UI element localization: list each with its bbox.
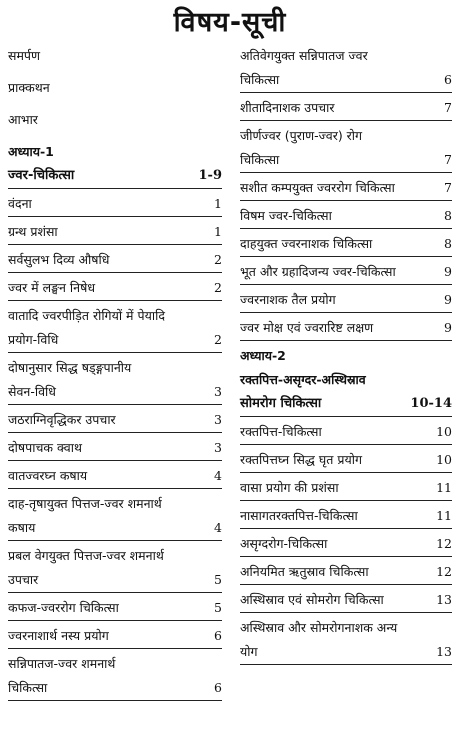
- toc-entry-page: 3: [214, 384, 222, 399]
- toc-entry-page: 11: [436, 508, 452, 523]
- toc-entry-label: वासा प्रयोग की प्रशंसा: [240, 480, 339, 495]
- toc-entry-label: अध्याय-2: [240, 348, 286, 363]
- toc-entry: [8, 468, 222, 489]
- toc-entry-label: अस्थिस्राव और सोमरोगनाशक अन्य: [240, 620, 398, 635]
- toc-entry-label: असृग्दरोग-चिकित्सा: [240, 536, 328, 551]
- toc-entry: [240, 372, 452, 392]
- toc-entry-page: 1-9: [198, 168, 222, 183]
- toc-entry-label: अध्याय-1: [8, 144, 54, 159]
- toc-entry-page: 6: [444, 72, 452, 87]
- toc-entry-label: सर्वसुलभ दिव्य औषधि: [8, 252, 110, 267]
- toc-entry-page: 11: [436, 480, 452, 495]
- toc-entry-page: 1: [214, 196, 222, 211]
- toc-entry: [240, 264, 452, 285]
- toc-entry-page: 7: [444, 100, 452, 115]
- toc-entry-page: 10-14: [410, 396, 452, 411]
- toc-entry-page: 12: [436, 564, 452, 579]
- toc-entry: [8, 252, 222, 273]
- toc-entry-label: दोषपाचक क्वाथ: [8, 440, 82, 455]
- toc-entry-label: ज्वर मोक्ष एवं ज्वरारिष्ट लक्षण: [240, 320, 374, 335]
- toc-entry: [240, 72, 452, 93]
- toc-entry: [240, 452, 452, 473]
- toc-entry-label: योग: [240, 644, 258, 659]
- toc-entry-page: 12: [436, 536, 452, 551]
- toc-entry: [8, 384, 222, 405]
- toc-entry-label: कषाय: [8, 520, 36, 535]
- toc-entry-label: समर्पण: [8, 48, 41, 63]
- toc-entry: [240, 536, 452, 557]
- toc-entry-label: शीतादिनाशक उपचार: [240, 100, 335, 115]
- toc-entry-page: 6: [214, 628, 222, 643]
- toc-entry-page: 5: [214, 600, 222, 615]
- toc-entry-page: 6: [214, 680, 222, 695]
- toc-entry-label: रक्तपित्त-असृग्दर-अस्थिस्राव: [240, 372, 366, 387]
- toc-entry: [8, 440, 222, 461]
- toc-entry-label: दाहयुक्त ज्वरनाशक चिकित्सा: [240, 236, 373, 251]
- toc-entry-page: 3: [214, 440, 222, 455]
- toc-entry-label: चिकित्सा: [240, 72, 280, 87]
- toc-entry-label: चिकित्सा: [240, 152, 280, 167]
- toc-entry: [8, 600, 222, 621]
- toc-entry: [8, 496, 222, 516]
- toc-entry-page: 2: [214, 332, 222, 347]
- toc-entry: [8, 628, 222, 649]
- toc-entry-label: दाह-तृषायुक्त पित्तज-ज्वर शमनार्थ: [8, 496, 162, 511]
- toc-entry: [240, 508, 452, 529]
- toc-entry-page: 9: [444, 292, 452, 307]
- toc-entry-label: दोषानुसार सिद्ध षड्ङ्गपानीय: [8, 360, 132, 375]
- toc-entry-label: वंदना: [8, 196, 32, 211]
- toc-entry: [8, 80, 222, 100]
- toc-entry-label: सशीत कम्पयुक्त ज्वररोग चिकित्सा: [240, 180, 395, 195]
- toc-entry-label: सन्निपातज-ज्वर शमनार्थ: [8, 656, 116, 671]
- toc-entry-page: 8: [444, 236, 452, 251]
- toc-entry-page: 4: [214, 520, 222, 535]
- toc-entry: [8, 572, 222, 593]
- toc-entry-label: भूत और ग्रहादिजन्य ज्वर-चिकित्सा: [240, 264, 396, 279]
- toc-entry: [8, 520, 222, 541]
- toc-entry-label: प्राक्कथन: [8, 80, 50, 95]
- toc-entry-page: 10: [436, 424, 452, 439]
- toc-entry: [240, 292, 452, 313]
- toc-right-column: [240, 48, 452, 672]
- toc-entry: [240, 100, 452, 121]
- toc-entry: [240, 424, 452, 445]
- toc-entry: [8, 196, 222, 217]
- toc-entry: [240, 208, 452, 229]
- toc-entry-label: चिकित्सा: [8, 680, 48, 695]
- toc-entry-page: 10: [436, 452, 452, 467]
- toc-entry-page: 5: [214, 572, 222, 587]
- toc-entry-label: प्रयोग-विधि: [8, 332, 59, 347]
- toc-entry: [240, 152, 452, 173]
- toc-left-column: [8, 48, 222, 708]
- toc-entry-page: 9: [444, 320, 452, 335]
- toc-entry: [8, 112, 222, 132]
- toc-entry-label: विषम ज्वर-चिकित्सा: [240, 208, 332, 223]
- toc-entry-label: उपचार: [8, 572, 39, 587]
- toc-entry: [240, 128, 452, 148]
- toc-entry-label: सोमरोग चिकित्सा: [240, 396, 322, 411]
- toc-entry-label: अतिवेगयुक्त सन्निपातज ज्वर: [240, 48, 368, 63]
- toc-entry: [8, 680, 222, 701]
- toc-entry-page: 7: [444, 152, 452, 167]
- toc-entry-page: 8: [444, 208, 452, 223]
- toc-entry: [240, 480, 452, 501]
- toc-entry-page: 9: [444, 264, 452, 279]
- toc-entry-page: 2: [214, 252, 222, 267]
- toc-entry: [8, 280, 222, 301]
- toc-entry: [8, 656, 222, 676]
- toc-entry-label: अस्थिस्राव एवं सोमरोग चिकित्सा: [240, 592, 384, 607]
- toc-entry-label: रक्तपित्तघ्न सिद्ध घृत प्रयोग: [240, 452, 362, 467]
- toc-entry-label: अनियमित ऋतुस्राव चिकित्सा: [240, 564, 369, 579]
- toc-entry-label: ग्रन्थ प्रशंसा: [8, 224, 58, 239]
- toc-entry: [240, 396, 452, 417]
- toc-entry: [8, 224, 222, 245]
- toc-entry-label: जठराग्निवृद्धिकर उपचार: [8, 412, 116, 427]
- toc-entry-page: 1: [214, 224, 222, 239]
- toc-entry-label: ज्वर-चिकित्सा: [8, 168, 75, 183]
- toc-entry: [240, 592, 452, 613]
- toc-entry: [240, 320, 452, 341]
- toc-entry: [240, 236, 452, 257]
- toc-entry: [8, 548, 222, 568]
- toc-entry-label: प्रबल वेगयुक्त पित्तज-ज्वर शमनार्थ: [8, 548, 164, 563]
- toc-entry-page: 3: [214, 412, 222, 427]
- toc-entry-page: 7: [444, 180, 452, 195]
- toc-entry-page: 4: [214, 468, 222, 483]
- toc-entry-label: आभार: [8, 112, 38, 127]
- page-title: विषय-सूची: [173, 7, 287, 38]
- toc-entry-label: ज्वरनाशार्थ नस्य प्रयोग: [8, 628, 109, 643]
- toc-entry: [240, 644, 452, 665]
- toc-entry: [8, 412, 222, 433]
- toc-entry: [8, 144, 222, 164]
- toc-entry-label: नासागतरक्तपित्त-चिकित्सा: [240, 508, 358, 523]
- toc-entry-label: कफज-ज्वररोग चिकित्सा: [8, 600, 119, 615]
- toc-entry: [8, 308, 222, 328]
- toc-entry-label: ज्वरनाशक तैल प्रयोग: [240, 292, 336, 307]
- toc-entry: [240, 48, 452, 68]
- toc-entry: [240, 180, 452, 201]
- toc-entry: [8, 48, 222, 68]
- toc-entry: [8, 332, 222, 353]
- toc-entry: [240, 348, 452, 368]
- toc-entry-label: वातज्वरघ्न कषाय: [8, 468, 88, 483]
- toc-entry-label: रक्तपित्त-चिकित्सा: [240, 424, 322, 439]
- toc-entry-label: वातादि ज्वरपीड़ित रोगियों में पेयादि: [8, 308, 165, 323]
- toc-entry: [240, 620, 452, 640]
- toc-entry: [8, 360, 222, 380]
- toc-entry-label: जीर्णज्वर (पुराण-ज्वर) रोग: [240, 128, 363, 143]
- toc-entry: [8, 168, 222, 189]
- toc-entry-label: सेवन-विधि: [8, 384, 56, 399]
- toc-entry-page: 13: [436, 644, 452, 659]
- toc-entry-page: 2: [214, 280, 222, 295]
- toc-entry: [240, 564, 452, 585]
- toc-entry-label: ज्वर में लङ्घन निषेध: [8, 280, 96, 295]
- toc-entry-page: 13: [436, 592, 452, 607]
